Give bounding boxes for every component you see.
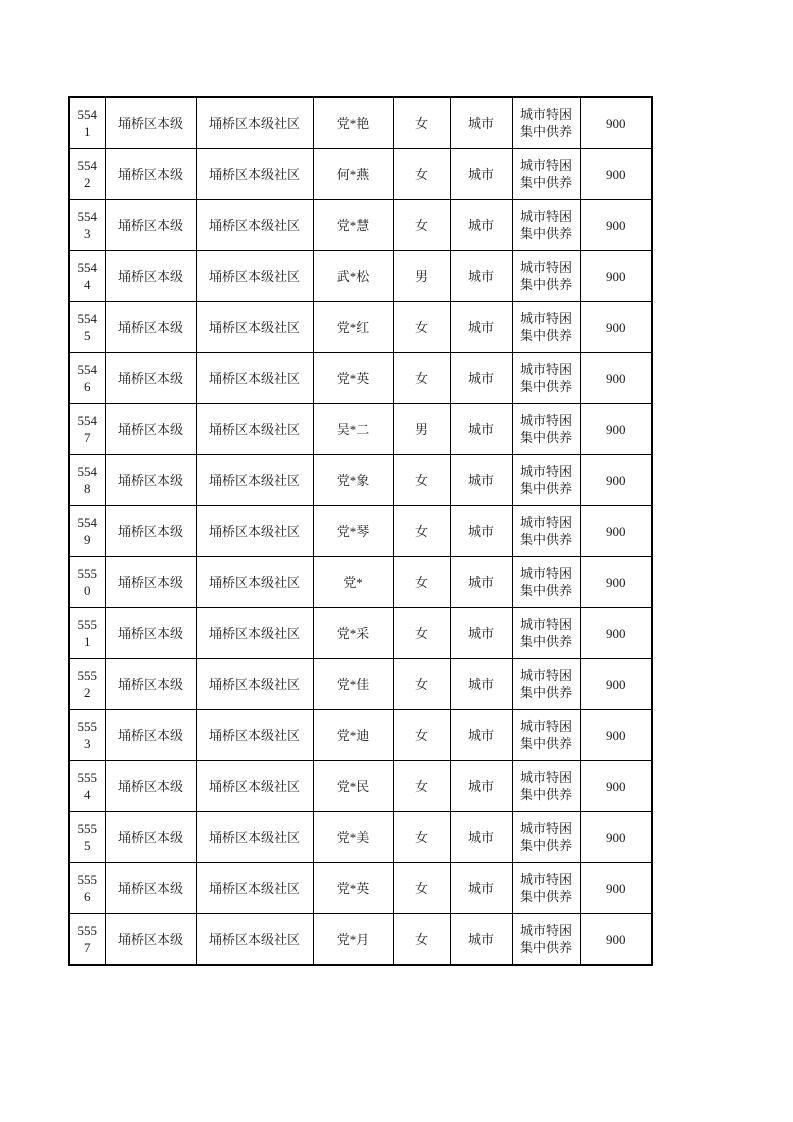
cell-id: 5542 (69, 149, 105, 200)
cell-area: 城市 (450, 97, 512, 149)
table-row (69, 200, 652, 251)
cell-community: 埇桥区本级社区 (196, 506, 313, 557)
cell-amount: 900 (580, 149, 652, 200)
cell-name: 党*琴 (313, 506, 393, 557)
cell-category: 城市特困集中供养 (512, 97, 580, 149)
cell-category: 城市特困集中供养 (512, 353, 580, 404)
cell-area: 城市 (450, 251, 512, 302)
table-row (69, 761, 652, 812)
cell-gender: 女 (393, 200, 450, 251)
table-row (69, 251, 652, 302)
cell-community: 埇桥区本级社区 (196, 455, 313, 506)
table-row (69, 97, 652, 149)
cell-gender: 女 (393, 659, 450, 710)
cell-amount: 900 (580, 404, 652, 455)
cell-category: 城市特困集中供养 (512, 863, 580, 914)
cell-id: 5545 (69, 302, 105, 353)
cell-name: 党*英 (313, 863, 393, 914)
cell-amount: 900 (580, 455, 652, 506)
cell-name: 武*松 (313, 251, 393, 302)
cell-id: 5549 (69, 506, 105, 557)
cell-category: 城市特困集中供养 (512, 149, 580, 200)
cell-amount: 900 (580, 506, 652, 557)
cell-region: 埇桥区本级 (105, 455, 196, 506)
cell-gender: 男 (393, 404, 450, 455)
cell-category: 城市特困集中供养 (512, 200, 580, 251)
cell-community: 埇桥区本级社区 (196, 608, 313, 659)
cell-gender: 女 (393, 506, 450, 557)
cell-amount: 900 (580, 659, 652, 710)
table-row (69, 455, 652, 506)
cell-area: 城市 (450, 863, 512, 914)
cell-id: 5544 (69, 251, 105, 302)
cell-area: 城市 (450, 404, 512, 455)
cell-category: 城市特困集中供养 (512, 557, 580, 608)
cell-category: 城市特困集中供养 (512, 455, 580, 506)
cell-amount: 900 (580, 761, 652, 812)
cell-gender: 女 (393, 97, 450, 149)
cell-region: 埇桥区本级 (105, 659, 196, 710)
cell-name: 党*英 (313, 353, 393, 404)
cell-gender: 女 (393, 149, 450, 200)
table-row (69, 863, 652, 914)
table-row (69, 557, 652, 608)
cell-amount: 900 (580, 863, 652, 914)
cell-gender: 女 (393, 863, 450, 914)
cell-region: 埇桥区本级 (105, 863, 196, 914)
welfare-roster-table (68, 96, 653, 966)
cell-community: 埇桥区本级社区 (196, 149, 313, 200)
cell-community: 埇桥区本级社区 (196, 302, 313, 353)
cell-gender: 女 (393, 710, 450, 761)
cell-community: 埇桥区本级社区 (196, 404, 313, 455)
cell-name: 党*慧 (313, 200, 393, 251)
cell-region: 埇桥区本级 (105, 710, 196, 761)
cell-region: 埇桥区本级 (105, 404, 196, 455)
cell-area: 城市 (450, 557, 512, 608)
cell-id: 5555 (69, 812, 105, 863)
cell-area: 城市 (450, 608, 512, 659)
table-row (69, 710, 652, 761)
cell-amount: 900 (580, 812, 652, 863)
cell-amount: 900 (580, 200, 652, 251)
table-row (69, 914, 652, 966)
cell-id: 5550 (69, 557, 105, 608)
cell-id: 5556 (69, 863, 105, 914)
cell-region: 埇桥区本级 (105, 506, 196, 557)
cell-name: 党*美 (313, 812, 393, 863)
table-row (69, 812, 652, 863)
cell-gender: 女 (393, 914, 450, 966)
cell-area: 城市 (450, 812, 512, 863)
cell-region: 埇桥区本级 (105, 353, 196, 404)
cell-category: 城市特困集中供养 (512, 404, 580, 455)
table-row (69, 353, 652, 404)
cell-region: 埇桥区本级 (105, 557, 196, 608)
cell-category: 城市特困集中供养 (512, 710, 580, 761)
cell-gender: 男 (393, 251, 450, 302)
cell-community: 埇桥区本级社区 (196, 251, 313, 302)
cell-name: 党*迪 (313, 710, 393, 761)
cell-region: 埇桥区本级 (105, 761, 196, 812)
cell-gender: 女 (393, 455, 450, 506)
cell-area: 城市 (450, 149, 512, 200)
table-row (69, 659, 652, 710)
cell-name: 党*民 (313, 761, 393, 812)
cell-category: 城市特困集中供养 (512, 812, 580, 863)
cell-region: 埇桥区本级 (105, 200, 196, 251)
cell-area: 城市 (450, 659, 512, 710)
cell-community: 埇桥区本级社区 (196, 557, 313, 608)
cell-amount: 900 (580, 97, 652, 149)
cell-area: 城市 (450, 710, 512, 761)
cell-id: 5547 (69, 404, 105, 455)
cell-region: 埇桥区本级 (105, 812, 196, 863)
table-row (69, 506, 652, 557)
table-row (69, 608, 652, 659)
cell-area: 城市 (450, 455, 512, 506)
cell-amount: 900 (580, 251, 652, 302)
cell-name: 党* (313, 557, 393, 608)
table-row (69, 302, 652, 353)
cell-gender: 女 (393, 761, 450, 812)
cell-amount: 900 (580, 353, 652, 404)
cell-name: 党*采 (313, 608, 393, 659)
cell-name: 何*燕 (313, 149, 393, 200)
cell-amount: 900 (580, 710, 652, 761)
cell-amount: 900 (580, 557, 652, 608)
cell-community: 埇桥区本级社区 (196, 863, 313, 914)
cell-id: 5554 (69, 761, 105, 812)
cell-category: 城市特困集中供养 (512, 302, 580, 353)
cell-amount: 900 (580, 302, 652, 353)
cell-community: 埇桥区本级社区 (196, 812, 313, 863)
cell-id: 5543 (69, 200, 105, 251)
cell-region: 埇桥区本级 (105, 251, 196, 302)
cell-id: 5548 (69, 455, 105, 506)
cell-area: 城市 (450, 761, 512, 812)
cell-area: 城市 (450, 506, 512, 557)
cell-category: 城市特困集中供养 (512, 659, 580, 710)
cell-category: 城市特困集中供养 (512, 251, 580, 302)
cell-category: 城市特困集中供养 (512, 914, 580, 966)
cell-amount: 900 (580, 608, 652, 659)
cell-category: 城市特困集中供养 (512, 608, 580, 659)
cell-gender: 女 (393, 608, 450, 659)
table-body (69, 97, 652, 965)
cell-id: 5551 (69, 608, 105, 659)
cell-community: 埇桥区本级社区 (196, 200, 313, 251)
cell-name: 党*象 (313, 455, 393, 506)
cell-gender: 女 (393, 302, 450, 353)
cell-id: 5546 (69, 353, 105, 404)
cell-area: 城市 (450, 302, 512, 353)
cell-name: 吴*二 (313, 404, 393, 455)
cell-area: 城市 (450, 353, 512, 404)
cell-gender: 女 (393, 812, 450, 863)
cell-name: 党*月 (313, 914, 393, 966)
cell-region: 埇桥区本级 (105, 149, 196, 200)
cell-community: 埇桥区本级社区 (196, 761, 313, 812)
cell-community: 埇桥区本级社区 (196, 710, 313, 761)
cell-area: 城市 (450, 914, 512, 966)
cell-region: 埇桥区本级 (105, 914, 196, 966)
cell-id: 5553 (69, 710, 105, 761)
cell-community: 埇桥区本级社区 (196, 353, 313, 404)
cell-region: 埇桥区本级 (105, 302, 196, 353)
cell-region: 埇桥区本级 (105, 608, 196, 659)
cell-name: 党*佳 (313, 659, 393, 710)
cell-community: 埇桥区本级社区 (196, 97, 313, 149)
cell-name: 党*艳 (313, 97, 393, 149)
table-row (69, 404, 652, 455)
cell-id: 5541 (69, 97, 105, 149)
cell-region: 埇桥区本级 (105, 97, 196, 149)
cell-id: 5552 (69, 659, 105, 710)
cell-area: 城市 (450, 200, 512, 251)
cell-gender: 女 (393, 353, 450, 404)
cell-amount: 900 (580, 914, 652, 966)
cell-gender: 女 (393, 557, 450, 608)
cell-name: 党*红 (313, 302, 393, 353)
cell-category: 城市特困集中供养 (512, 506, 580, 557)
cell-community: 埇桥区本级社区 (196, 659, 313, 710)
cell-community: 埇桥区本级社区 (196, 914, 313, 966)
cell-id: 5557 (69, 914, 105, 966)
cell-category: 城市特困集中供养 (512, 761, 580, 812)
table-row (69, 149, 652, 200)
